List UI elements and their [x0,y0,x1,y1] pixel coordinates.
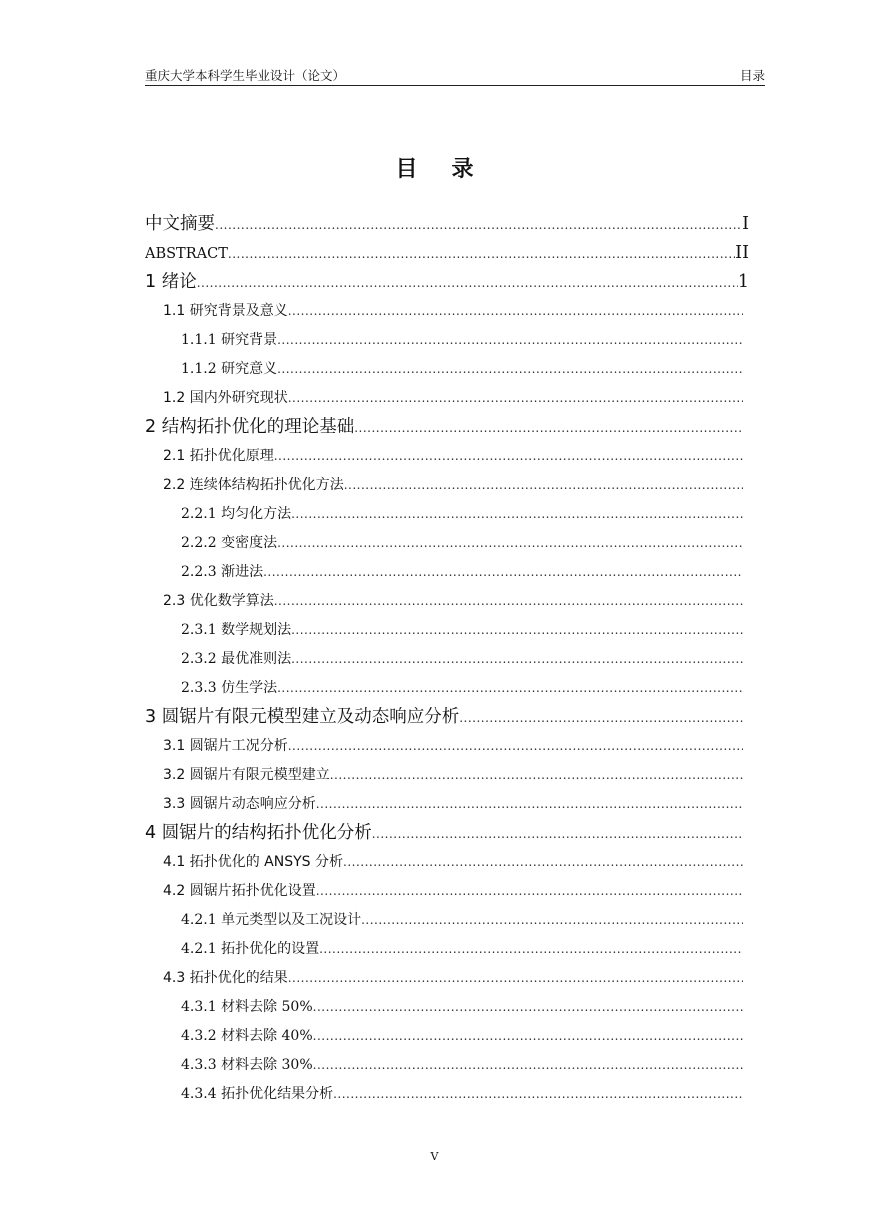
toc-entry[interactable] [145,993,749,1022]
page-number: V [430,1150,439,1163]
page-title: 目录 [395,157,508,182]
toc-entry[interactable] [145,558,749,587]
running-header [145,64,765,86]
toc-entry-label: 2.3.1 数学规划法 [181,622,292,638]
toc-entry-label: 4 圆锯片的结构拓扑优化分析 [145,823,372,843]
toc-entry-label: 2.3.3 仿生学法 [181,680,278,696]
toc-entry[interactable] [145,616,749,645]
toc-entry-label: 2.2.1 均匀化方法 [181,506,292,522]
toc-leader-dots [344,471,743,500]
toc-entry-label: 4.3.1 材料去除 50% [181,999,313,1015]
toc-leader-dots [288,297,743,326]
toc-entry[interactable] [145,500,749,529]
toc-entry-label: 4.3.4 拓扑优化结果分析 [181,1086,334,1102]
toc-leader-dots [316,877,743,906]
toc-entry-label: 3.2 圆锯片有限元模型建立 [163,767,330,783]
toc-entry-label: 2.2.2 变密度法 [181,535,278,551]
toc-entry[interactable] [145,529,749,558]
toc-leader-dots [313,993,743,1022]
toc-entry[interactable] [145,819,749,848]
toc-leader-dots [291,500,743,529]
toc-entry[interactable] [145,848,749,877]
table-of-contents [145,210,749,1109]
toc-entry[interactable] [145,906,749,935]
toc-entry-label: ABSTRACT [145,246,228,262]
toc-entry-label: 2.3.2 最优准则法 [181,651,292,667]
toc-leader-dots [263,558,743,587]
toc-entry[interactable] [145,413,749,442]
toc-entry-label: 2.1 拓扑优化原理 [163,448,274,464]
toc-leader-dots [288,732,743,761]
toc-entry-label: 4.3 拓扑优化的结果 [163,970,288,986]
toc-entry[interactable] [145,761,749,790]
toc-entry-page: I [742,214,749,234]
toc-entry[interactable] [145,1022,749,1051]
toc-leader-dots [319,935,743,964]
toc-entry[interactable] [145,297,749,326]
toc-leader-dots [291,616,743,645]
toc-leader-dots [277,326,743,355]
toc-entry-label: 3.1 圆锯片工况分析 [163,738,288,754]
header-section-label: 目录 [739,68,765,83]
toc-leader-dots [459,704,743,732]
toc-entry-label: 中文摘要 [145,214,215,234]
toc-entry[interactable] [145,384,749,413]
toc-leader-dots [333,1080,743,1109]
toc-entry[interactable] [145,964,749,993]
toc-entry-label: 2.3 优化数学算法 [163,593,274,609]
toc-leader-dots [316,790,743,819]
toc-entry-label: 4.2 圆锯片拓扑优化设置 [163,883,316,899]
toc-entry-label: 4.3.3 材料去除 30% [181,1057,313,1073]
toc-entry[interactable] [145,442,749,471]
toc-leader-dots [361,906,743,935]
toc-entry-page: 1 [737,272,749,292]
toc-entry-label: 1.1.2 研究意义 [181,361,278,377]
toc-entry-label: 2.2 连续体结构拓扑优化方法 [163,477,344,493]
toc-leader-dots [277,529,743,558]
toc-leader-dots [274,587,743,616]
toc-entry[interactable] [145,210,749,239]
toc-entry-label: 3 圆锯片有限元模型建立及动态响应分析 [145,707,460,727]
toc-leader-dots [330,761,743,790]
toc-entry-label: 1 绪论 [145,272,197,292]
toc-entry-page: II [735,243,749,263]
toc-entry-label: 1.1 研究背景及意义 [163,303,288,319]
toc-leader-dots [313,1051,743,1080]
toc-leader-dots [288,384,743,413]
toc-entry-label: 3.3 圆锯片动态响应分析 [163,796,316,812]
toc-leader-dots [291,645,743,674]
toc-entry[interactable] [145,703,749,732]
toc-entry-label: 4.2.1 拓扑优化的设置 [181,941,320,957]
toc-leader-dots [313,1022,743,1051]
toc-leader-dots [288,964,743,993]
toc-leader-dots [215,211,742,239]
toc-leader-dots [277,674,743,703]
toc-entry-label: 1.2 国内外研究现状 [163,390,288,406]
toc-entry[interactable] [145,268,749,297]
toc-leader-dots [277,355,743,384]
toc-entry[interactable] [145,587,749,616]
toc-leader-dots [343,848,743,877]
toc-entry-label: 4.2.1 单元类型以及工况设计 [181,912,362,928]
toc-entry[interactable] [145,732,749,761]
toc-entry[interactable] [145,674,749,703]
toc-entry[interactable] [145,645,749,674]
toc-entry[interactable] [145,935,749,964]
toc-entry-label: 4.1 拓扑优化的 ANSYS 分析 [163,854,343,870]
toc-entry-label: 1.1.1 研究背景 [181,332,278,348]
toc-leader-dots [354,414,743,442]
toc-entry-label: 4.3.2 材料去除 40% [181,1028,313,1044]
toc-entry[interactable] [145,326,749,355]
toc-entry[interactable] [145,1080,749,1109]
toc-entry[interactable] [145,239,749,268]
toc-leader-dots [228,240,735,268]
toc-entry[interactable] [145,1051,749,1080]
toc-entry[interactable] [145,471,749,500]
toc-leader-dots [274,442,743,471]
toc-leader-dots [372,820,743,848]
toc-entry[interactable] [145,355,749,384]
toc-entry-label: 2.2.3 渐进法 [181,564,264,580]
header-thesis-label: 重庆大学本科学生毕业设计（论文） [145,68,346,83]
toc-leader-dots [197,269,738,297]
toc-entry-label: 2 结构拓扑优化的理论基础 [145,417,355,437]
toc-entry[interactable] [145,877,749,906]
toc-entry[interactable] [145,790,749,819]
